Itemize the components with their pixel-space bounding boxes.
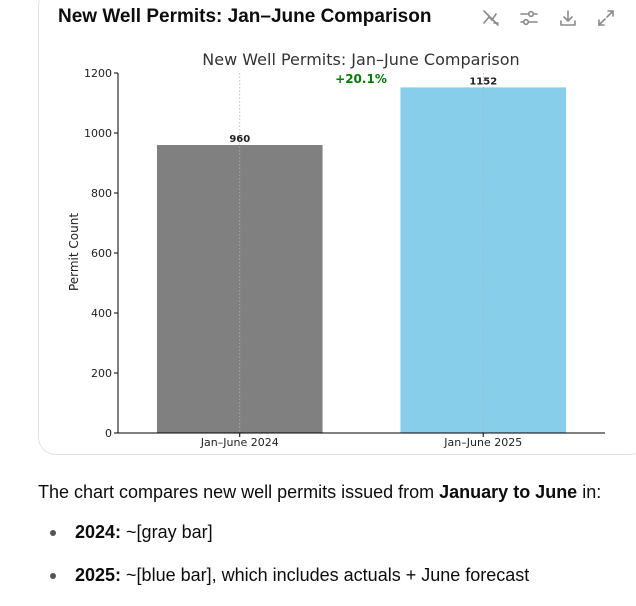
x-tick-label: Jan–June 2024 [200, 436, 279, 449]
card-title: New Well Permits: Jan–June Comparison [58, 6, 432, 27]
change-annotation: +20.1% [335, 72, 387, 86]
data-label: 1152 [469, 76, 498, 88]
y-tick-label: 400 [91, 307, 112, 320]
list-item: 2025: ~[blue bar], which includes actuals + June forecast [50, 563, 529, 587]
bullet-icon [50, 530, 56, 536]
y-tick-label: 600 [91, 247, 112, 260]
summary-list [50, 520, 529, 606]
y-tick-label: 200 [91, 367, 112, 380]
list-item: 2024: ~[gray bar] [50, 520, 529, 544]
x-tick-label: Jan–June 2025 [444, 436, 523, 449]
data-label: 960 [229, 134, 251, 145]
y-tick-label: 1200 [84, 67, 112, 80]
summary-text: The chart compares new well permits issued from January to June in: [38, 482, 602, 502]
y-tick-label: 1000 [84, 127, 112, 140]
bullet-icon [50, 573, 56, 579]
chart-title: New Well Permits: Jan–June Comparison [202, 50, 520, 69]
bar [157, 145, 323, 433]
y-tick-label: 800 [91, 187, 112, 200]
y-tick-label: 0 [105, 427, 112, 440]
y-axis-label: Permit Count [67, 212, 81, 292]
